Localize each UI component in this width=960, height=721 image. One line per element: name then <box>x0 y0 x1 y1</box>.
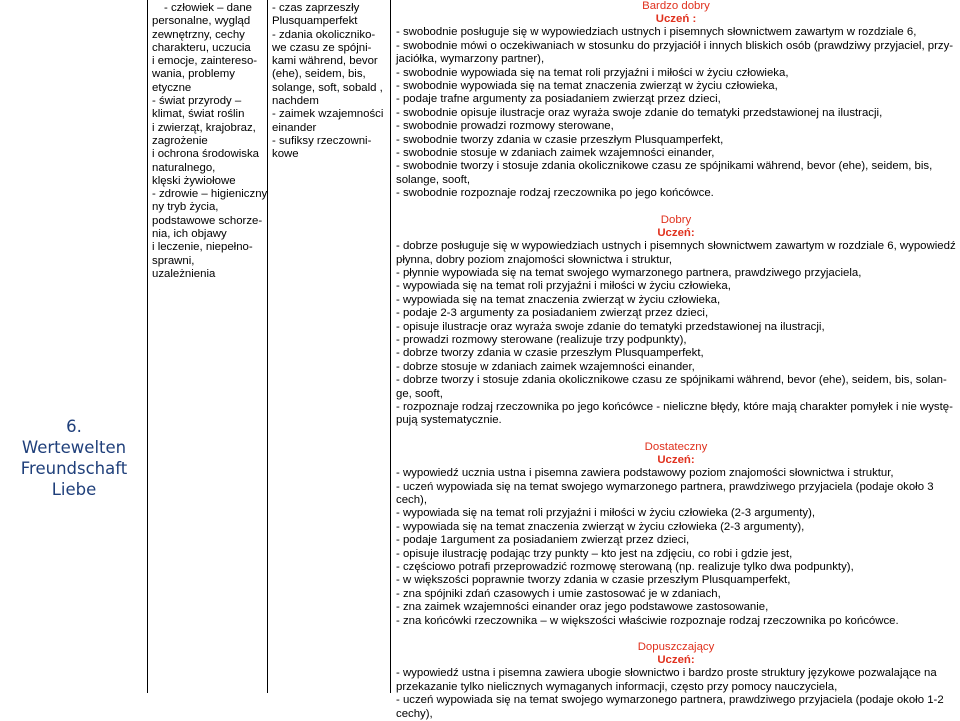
theme-line: i ochrona środowiska <box>152 148 259 161</box>
criterion-line: - swobodnie rozpoznaje rodzaj rzeczownika po jego końcówce. <box>396 187 714 200</box>
topic-line: 6. Wertewelten <box>21 417 127 457</box>
criterion-line: - wypowiada się na temat roli przyjaźni i miłości w życiu człowieka, <box>396 280 731 293</box>
column-divider <box>267 0 268 693</box>
criterion-line: - swobodnie wypowiada się na temat znaczenia zwierząt w życiu człowieka, <box>396 80 778 93</box>
criterion-line: - rozpoznaje rodzaj rzeczownika po jego końcówce - nieliczne błędy, które mają charakter pomyłek i nie wystę- <box>396 400 953 413</box>
criterion-line: - zna zaimek wzajemności einander oraz jego podstawowe zastosowanie, <box>396 601 769 614</box>
theme-line: ny tryb życia, <box>152 201 219 214</box>
criterion-line: - swobodnie opisuje ilustracje oraz wyraża swoje zdanie do tematyki przedstawionej na ilustracji, <box>396 106 883 119</box>
grammar-line: kowe <box>272 148 299 161</box>
theme-line: personalne, wygląd <box>152 15 251 28</box>
theme-line: i emocje, zaintereso- <box>152 55 258 68</box>
criterion-line: solange, sooft, <box>396 173 471 186</box>
criterion-line: - swobodnie mówi o oczekiwaniach w stosunku do przyjaciół i innych bliskich osób (prawdziwy przyjaciel, przy- <box>396 39 954 52</box>
criterion-line: - opisuje ilustrację podając trzy punkty – kto jest na zdjęciu, co robi i gdzie jest, <box>396 547 793 560</box>
theme-line: nia, ich objawy <box>152 228 227 241</box>
theme-line: - zdrowie – higieniczny <box>152 188 268 201</box>
criterion-line: - zna spójniki zdań czasowych i umie zastosować je w zdaniach, <box>396 587 721 600</box>
grade-heading: Dostateczny <box>644 440 708 453</box>
criterion-line: - dobrze posługuje się w wypowiedziach ustnych i pisemnych słownictwem zawartym w rozdziale 6, wypowiedź <box>396 240 956 253</box>
criterion-line: ge, sooft, <box>396 387 443 400</box>
grammar-line: - zdania okoliczniko- <box>272 28 376 41</box>
criterion-line: - uczeń wypowiada się na temat swojego wymarzonego partnera, prawdziwego przyjaciela (podaje około 1-2 <box>396 694 944 707</box>
criterion-line: - częściowo potrafi przeprowadzić rozmowę sterowaną (np. realizuje tylko dwa podpunkty), <box>396 561 854 574</box>
theme-line: i leczenie, niepełno- <box>152 241 253 254</box>
criterion-line: - podaje 1argument za posiadaniem zwierząt przez dzieci, <box>396 534 690 547</box>
themes-cell <box>152 2 268 281</box>
grammar-line: (ehe), seidem, bis, <box>272 68 366 81</box>
criterion-line: - swobodnie posługuje się w wypowiedziach ustnych i pisemnych słownictwem zawartym w rozdziale 6, <box>396 26 917 39</box>
grammar-line: - zaimek wzajemności <box>272 108 384 121</box>
theme-line: klimat, świat roślin <box>152 108 245 121</box>
section-spacer <box>396 201 956 214</box>
criterion-line: cech), <box>396 494 428 506</box>
grammar-line: Plusquamperfekt <box>272 15 358 28</box>
topic-line: Liebe <box>51 480 97 499</box>
theme-line: podstawowe schorze- <box>152 214 263 227</box>
topic-cell <box>0 0 147 693</box>
criterion-line: - zna końcówki rzeczownika – w większości właściwie rozpoznaje rodzaj rzeczownika po końcówce. <box>396 614 899 627</box>
criterion-line: - swobodnie tworzy i stosuje zdania okolicznikowe czasu ze spójnikami während, bevor (ehe), seidem, bis, <box>396 160 933 173</box>
criterion-line: pują systematycznie. <box>396 414 502 427</box>
section-spacer <box>396 428 956 441</box>
criterion-line: - wypowiada się na temat roli przyjaźni i miłości w życiu człowieka (2-3 argumenty), <box>396 507 816 520</box>
column-divider <box>147 0 148 693</box>
section-spacer <box>396 628 956 641</box>
grammar-line: nachdem <box>272 95 319 108</box>
criterion-line: - dobrze tworzy zdania w czasie przeszłym Plusquamperfekt, <box>396 347 704 360</box>
grammar-line: kami während, bevor <box>272 55 378 68</box>
criterion-line: - wypowiada się na temat znaczenia zwierząt w życiu człowieka, <box>396 293 721 306</box>
theme-line: sprawni, <box>152 254 195 267</box>
criterion-line: - uczeń wypowiada się na temat swojego wymarzonego partnera, prawdziwego przyjaciela (podaje około 3 <box>396 480 934 493</box>
criterion-line: - swobodnie wypowiada się na temat roli przyjaźni i miłości w życiu człowieka, <box>396 66 789 79</box>
grammar-line: - czas zaprzeszły <box>272 2 360 14</box>
theme-line: charakteru, uczucia <box>152 41 251 54</box>
grammar-line: we czasu ze spójni- <box>272 41 372 54</box>
criterion-line: jaciółka, wymarzony partner), <box>396 53 545 66</box>
criterion-line: - w większości poprawnie tworzy zdania w czasie przeszłym Plusquamperfekt, <box>396 574 791 587</box>
criterion-line: płynna, dobry poziom znajomości słownictwa i struktur, <box>396 253 673 266</box>
theme-line: zewnętrzny, cechy <box>152 28 245 41</box>
criterion-line: - prowadzi rozmowy sterowane (realizuje trzy podpunkty), <box>396 333 687 346</box>
criterion-line: - swobodnie stosuje w zdaniach zaimek wzajemności einander, <box>396 147 715 160</box>
criterion-line: - podaje 2-3 argumenty za posiadaniem zwierząt przez dzieci, <box>396 307 709 320</box>
section-subtitle: Uczeń: <box>657 654 695 667</box>
theme-line: - człowiek – dane <box>164 2 253 14</box>
grade-heading: Dobry <box>660 213 692 226</box>
criterion-line: - dobrze stosuje w zdaniach zaimek wzajemności einander, <box>396 360 695 373</box>
grade-heading: Bardzo dobry <box>642 0 710 12</box>
criterion-line: - podaje trafne argumenty za posiadaniem zwierząt przez dzieci, <box>396 93 721 106</box>
theme-line: zagrożenie <box>152 134 208 147</box>
topic-title <box>14 416 134 500</box>
criterion-line: - opisuje ilustracje oraz wyraża swoje zdanie do tematyki przedstawionej na ilustracji, <box>396 320 825 333</box>
section-subtitle: Uczeń: <box>657 226 695 239</box>
theme-line: etyczne <box>152 81 192 94</box>
criterion-line: - wypowiedź ustna i pisemna zawiera ubogie słownictwo i bardzo proste struktury językowe pozwalające na <box>396 667 937 680</box>
criterion-line: cechy), <box>396 707 433 720</box>
theme-line: i zwierząt, krajobraz, <box>152 121 256 134</box>
criterion-line: przekazanie tylko nielicznych wymaganych informacji, często przy pomocy nauczyciela, <box>396 680 838 693</box>
section-subtitle: Uczeń: <box>657 453 695 466</box>
theme-line: uzależnienia <box>152 267 216 280</box>
criterion-line: - dobrze tworzy i stosuje zdania okolicznikowe czasu ze spójnikami während, bevor (ehe), seidem, bis, solan- <box>396 374 947 387</box>
theme-line: naturalnego, <box>152 161 216 174</box>
criterion-line: - swobodnie tworzy zdania w czasie przeszłym Plusquamperfekt, <box>396 133 724 146</box>
grammar-line: einander <box>272 121 317 134</box>
column-divider <box>390 0 391 693</box>
theme-line: - świat przyrody – <box>152 95 242 108</box>
grammar-cell <box>272 2 386 162</box>
grammar-line: solange, soft, sobald , <box>272 81 383 94</box>
grammar-line: - sufiksy rzeczowni- <box>272 134 372 147</box>
topic-line: Freundschaft <box>20 459 128 478</box>
criterion-line: - swobodnie prowadzi rozmowy sterowane, <box>396 120 614 133</box>
criterion-line: - wypowiedź ucznia ustna i pisemna zawiera podstawowy poziom znajomości słownictwa i struktur, <box>396 467 894 480</box>
theme-line: wania, problemy <box>152 68 235 81</box>
section-subtitle: Uczeń : <box>655 13 697 26</box>
criterion-line: - wypowiada się na temat znaczenia zwierząt w życiu człowieka (2-3 argumenty), <box>396 520 805 533</box>
criterion-line: - płynnie wypowiada się na temat swojego wymarzonego partnera, prawdziwego przyjaciela, <box>396 266 862 279</box>
criteria-cell <box>396 0 956 721</box>
grade-heading: Dopuszczający <box>637 641 715 654</box>
theme-line: klęski żywiołowe <box>152 174 236 187</box>
